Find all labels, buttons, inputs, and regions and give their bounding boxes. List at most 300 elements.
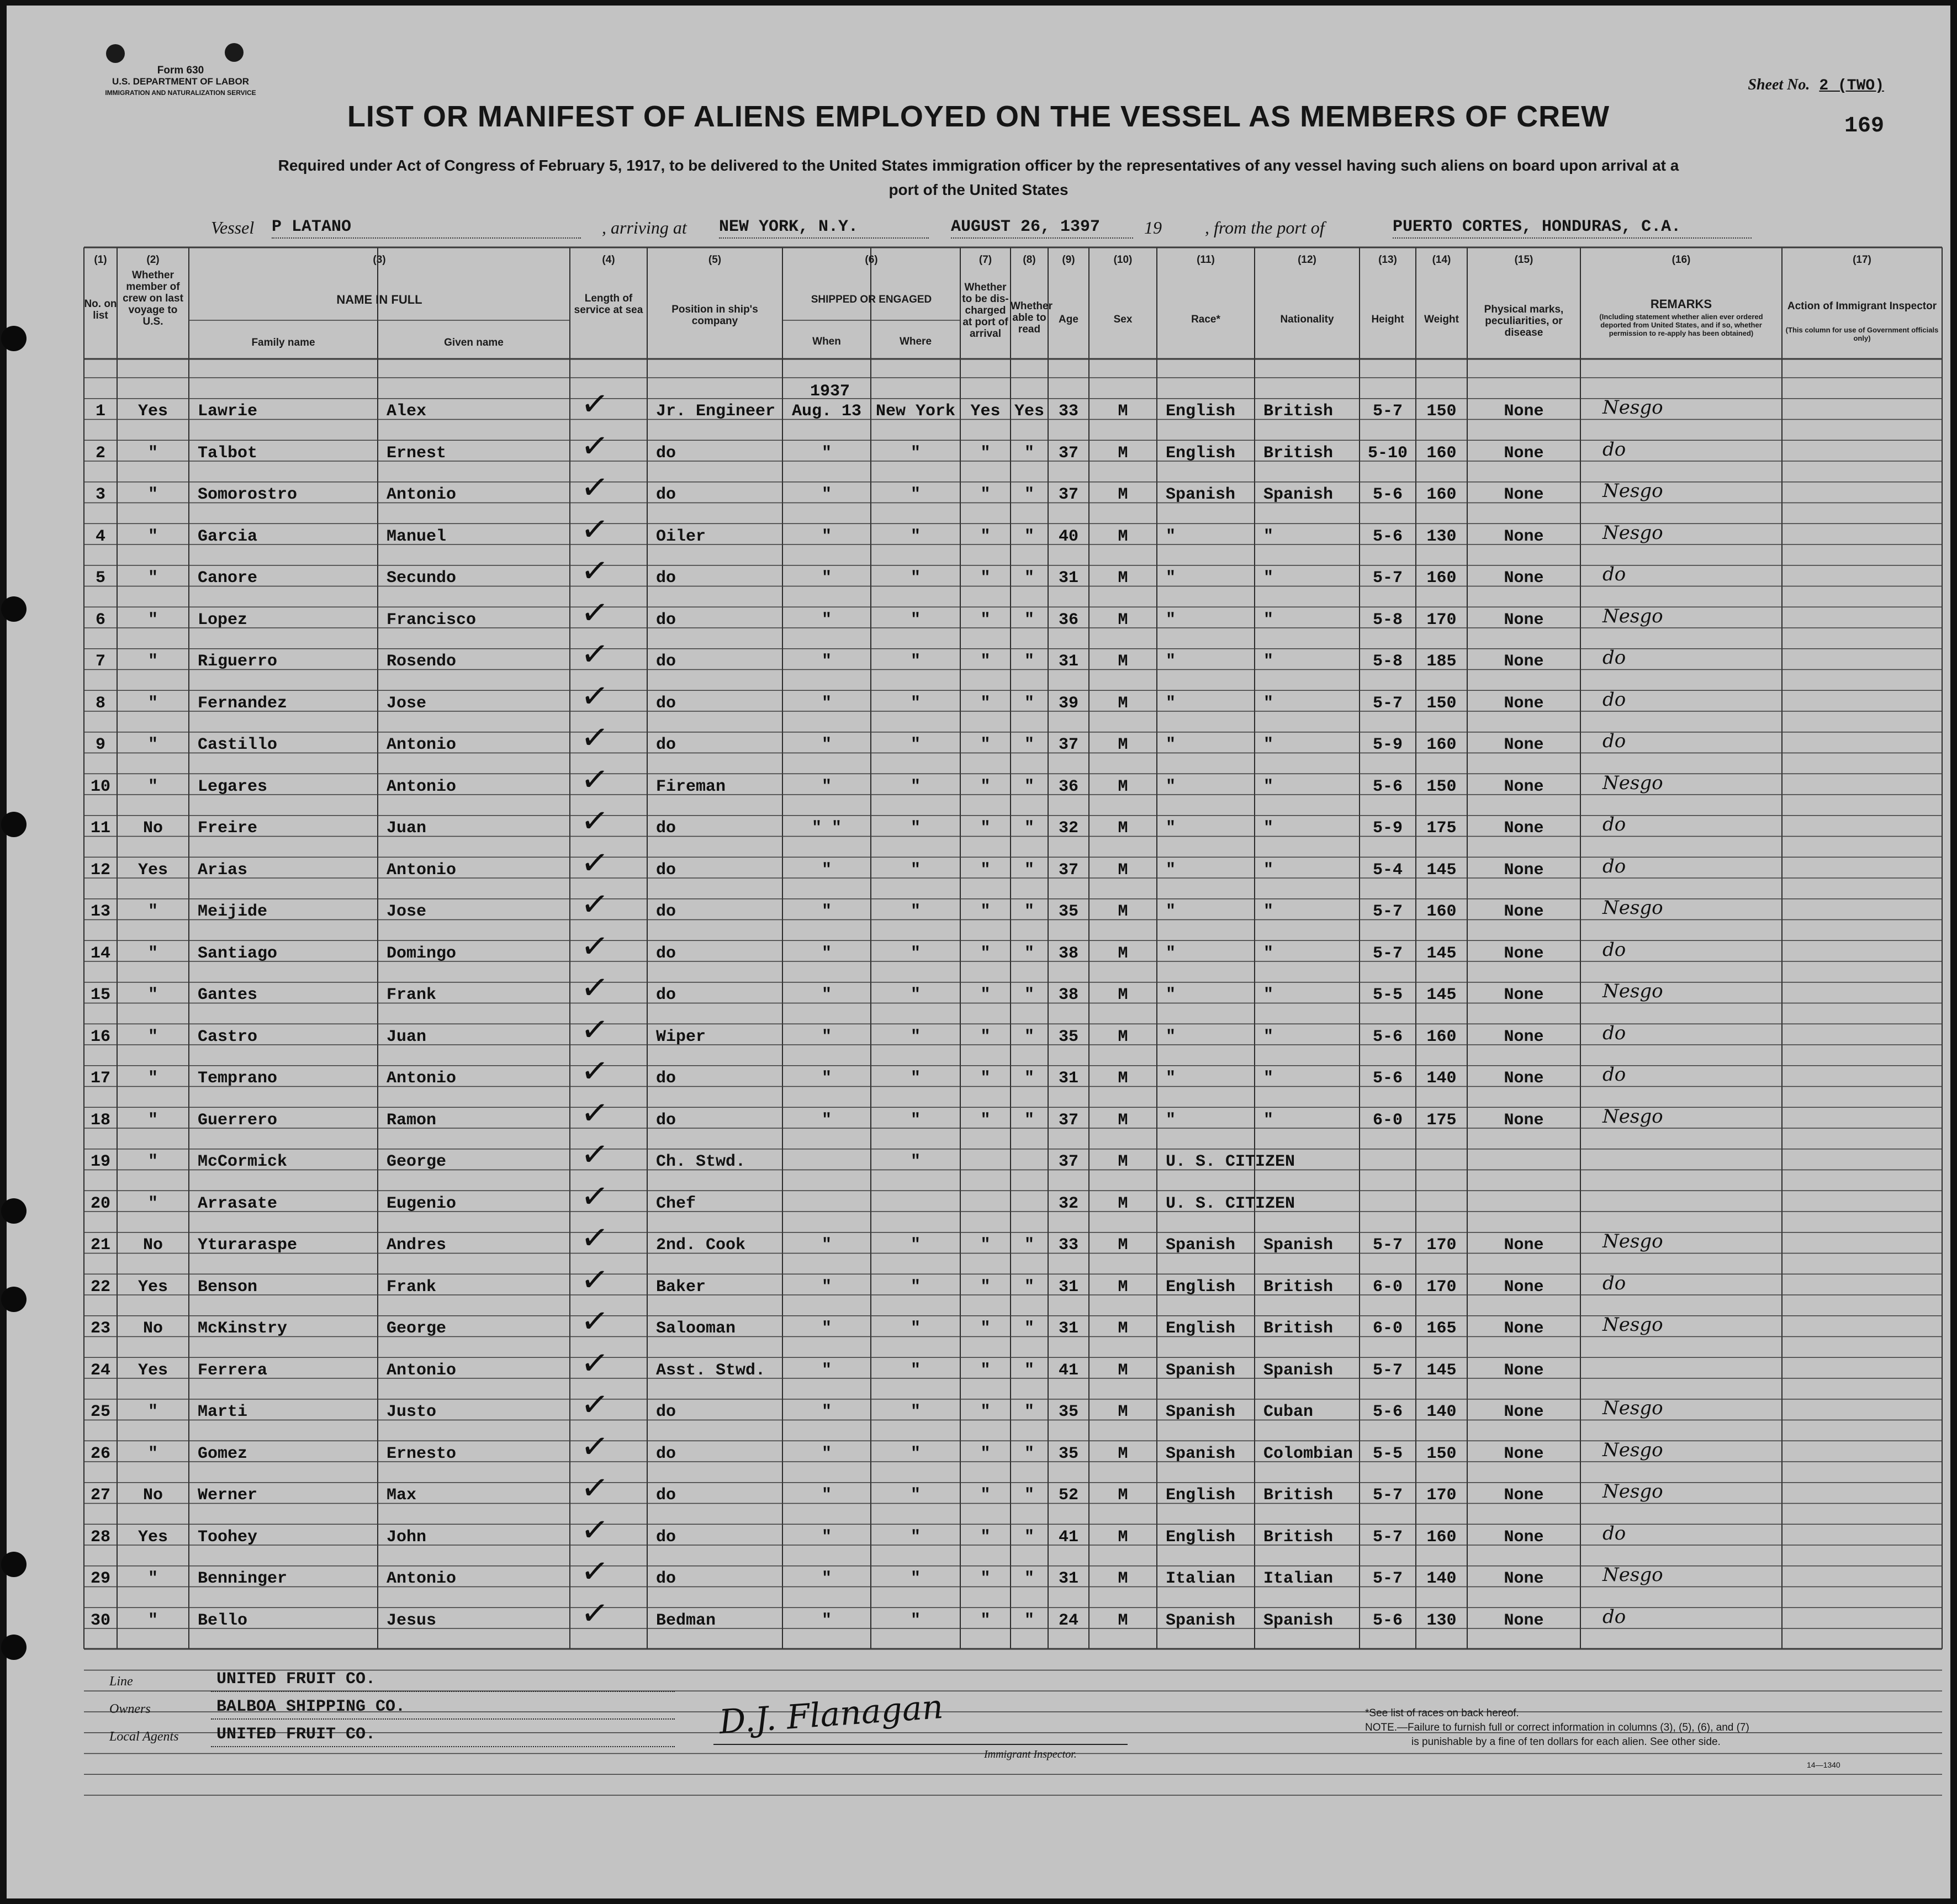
remark-handwritten: do: [1602, 438, 1626, 461]
position-value: do: [656, 1486, 676, 1505]
discharged-value: ": [980, 610, 991, 630]
header-shipped-engaged: SHIPPED OR ENGAGED: [811, 294, 932, 305]
row-number: 19: [90, 1152, 110, 1171]
able-read-value: ": [1024, 1110, 1034, 1130]
discharged-value: ": [980, 1319, 991, 1338]
row-number: 25: [90, 1403, 110, 1421]
shipped-when: ": [821, 610, 832, 630]
shipped-when: ": [821, 1611, 832, 1630]
remark-handwritten: do: [1602, 730, 1626, 752]
height-value: 5-8: [1372, 652, 1403, 671]
check-mark-icon: ✓: [579, 800, 611, 842]
sex-value: M: [1118, 1194, 1128, 1213]
weight-value: 175: [1426, 1110, 1457, 1130]
discharged-value: ": [980, 652, 991, 671]
sex-value: M: [1118, 569, 1128, 588]
check-mark-icon: ✓: [579, 1509, 611, 1551]
column-number: (4): [602, 254, 615, 266]
given-name: Antonio: [387, 485, 457, 504]
weight-value: 160: [1426, 569, 1457, 588]
able-read-value: ": [1024, 944, 1034, 963]
page-subtitle: [106, 154, 1851, 202]
able-read-value: ": [1024, 1403, 1034, 1421]
given-name: Jose: [387, 902, 427, 921]
sex-value: M: [1118, 902, 1128, 921]
print-code: 14—1340: [1807, 1760, 1840, 1769]
check-mark-icon: ✓: [579, 592, 611, 633]
position-value: do: [656, 443, 676, 463]
position-value: do: [656, 736, 676, 754]
physical-marks-value: None: [1504, 1527, 1544, 1547]
discharged-value: ": [980, 1611, 991, 1630]
check-mark-icon: ✓: [579, 1134, 611, 1176]
nationality-value: ": [1263, 986, 1274, 1004]
family-name: Lawrie: [198, 402, 258, 421]
check-mark-icon: ✓: [579, 1467, 611, 1509]
remark-handwritten: Nesgo: [1602, 1438, 1663, 1461]
shipped-where: ": [910, 1152, 921, 1171]
remark-handwritten: Nesgo: [1602, 980, 1663, 1002]
nationality-value: Spanish: [1263, 1236, 1334, 1255]
nationality-value: British: [1263, 1319, 1334, 1338]
check-mark-icon: ✓: [579, 509, 611, 550]
nationality-value: Spanish: [1263, 485, 1334, 504]
age-value: 37: [1058, 443, 1078, 463]
remark-handwritten: Nesgo: [1602, 897, 1663, 919]
whether-member-value: ": [147, 485, 158, 504]
family-name: Guerrero: [198, 1110, 278, 1130]
race-value: ": [1166, 610, 1176, 630]
position-value: do: [656, 819, 676, 838]
page-title: LIST OR MANIFEST OF ALIENS EMPLOYED ON THE VESSEL AS MEMBERS OF CREW: [347, 100, 1610, 133]
family-name: Temprano: [198, 1069, 278, 1088]
given-name: Frank: [387, 986, 437, 1004]
able-read-value: ": [1024, 443, 1034, 463]
header-whether-member: Whether member of crew on last voyage to U.S.: [123, 269, 183, 327]
family-name: Benson: [198, 1277, 258, 1297]
position-value: do: [656, 944, 676, 963]
shipped-when: Aug. 13: [791, 402, 862, 421]
able-read-value: ": [1024, 736, 1034, 754]
position-value: Ch. Stwd.: [656, 1152, 746, 1171]
physical-marks-value: None: [1504, 652, 1544, 671]
column-number: (9): [1062, 254, 1075, 266]
header-given-name: Given name: [444, 337, 504, 348]
sex-value: M: [1118, 819, 1128, 838]
race-value: ": [1166, 944, 1176, 963]
discharged-value: ": [980, 902, 991, 921]
age-value: 52: [1058, 1486, 1078, 1505]
age-value: 35: [1058, 1027, 1078, 1046]
whether-member-value: ": [147, 777, 158, 796]
height-value: 5-9: [1372, 819, 1403, 838]
physical-marks-value: None: [1504, 944, 1544, 963]
weight-value: 160: [1426, 902, 1457, 921]
shipped-when: ": [821, 1069, 832, 1088]
family-name: Gomez: [198, 1444, 248, 1463]
height-value: 6-0: [1372, 1277, 1403, 1297]
given-name: Alex: [387, 402, 427, 421]
weight-value: 145: [1426, 986, 1457, 1004]
position-value: do: [656, 902, 676, 921]
family-name: Riguerro: [198, 652, 278, 671]
remark-handwritten: Nesgo: [1602, 1314, 1663, 1336]
position-value: Baker: [656, 1277, 706, 1297]
given-name: Ramon: [387, 1110, 437, 1130]
weight-value: 160: [1426, 1527, 1457, 1547]
owners-underline: [211, 1718, 675, 1720]
given-name: John: [387, 1527, 427, 1547]
check-mark-icon: ✓: [579, 1384, 611, 1426]
shipped-when: ": [821, 652, 832, 671]
remark-handwritten: Nesgo: [1602, 1397, 1663, 1419]
physical-marks-value: None: [1504, 819, 1544, 838]
header-discharged: Whether to be dis- charged at port of arrival: [962, 282, 1009, 340]
whether-member-value: ": [147, 1444, 158, 1463]
race-value: ": [1166, 569, 1176, 588]
row-number: 21: [90, 1236, 110, 1255]
able-read-value: ": [1024, 610, 1034, 630]
arrival-date: AUGUST 26, 1397: [951, 218, 1133, 239]
vessel-line: [211, 218, 1757, 246]
height-value: 5-7: [1372, 1527, 1403, 1547]
able-read-value: Yes: [1014, 402, 1044, 421]
column-number: (17): [1853, 254, 1871, 266]
discharged-value: ": [980, 569, 991, 588]
binder-hole: [1, 1198, 27, 1224]
column-number: (13): [1378, 254, 1397, 266]
inspector-signature: D.J. Flanagan: [718, 1687, 945, 1742]
shipped-where: ": [910, 443, 921, 463]
age-value: 40: [1058, 527, 1078, 546]
sex-value: M: [1118, 443, 1128, 463]
position-value: Jr. Engineer: [656, 402, 776, 421]
row-number: 4: [95, 527, 105, 546]
age-value: 39: [1058, 694, 1078, 713]
family-name: Santiago: [198, 944, 278, 963]
row-number: 18: [90, 1110, 110, 1130]
age-value: 37: [1058, 1152, 1078, 1171]
shipped-where: ": [910, 694, 921, 713]
column-number: (14): [1432, 254, 1451, 266]
age-value: 31: [1058, 1319, 1078, 1338]
weight-value: 145: [1426, 944, 1457, 963]
able-read-value: ": [1024, 1527, 1034, 1547]
shipped-when: ": [821, 1444, 832, 1463]
family-name: Garcia: [198, 527, 258, 546]
nationality-value: Spanish: [1263, 1361, 1334, 1380]
binder-hole: [1, 596, 27, 622]
remark-handwritten: do: [1602, 1064, 1626, 1086]
race-value: Spanish: [1166, 1611, 1236, 1630]
row-number: 1: [95, 402, 105, 421]
check-mark-icon: ✓: [579, 759, 611, 800]
whether-member-value: ": [147, 1152, 158, 1171]
position-value: do: [656, 652, 676, 671]
physical-marks-value: None: [1504, 1110, 1544, 1130]
shipped-where: ": [910, 1486, 921, 1505]
binder-hole: [1, 1287, 27, 1312]
discharged-value: ": [980, 1486, 991, 1505]
physical-marks-value: None: [1504, 1611, 1544, 1630]
shipped-when: ": [821, 1527, 832, 1547]
nationality-value: Colombian: [1263, 1444, 1353, 1463]
shipped-where: ": [910, 610, 921, 630]
race-value: ": [1166, 694, 1176, 713]
arriving-label: , arriving at: [602, 218, 687, 237]
height-value: 5-7: [1372, 694, 1403, 713]
shipped-when: ": [821, 736, 832, 754]
shipped-where: ": [910, 1444, 921, 1463]
weight-value: 170: [1426, 1486, 1457, 1505]
able-read-value: ": [1024, 569, 1034, 588]
shipped-where: ": [910, 527, 921, 546]
shipped-when: ": [821, 569, 832, 588]
race-value: English: [1166, 1277, 1236, 1297]
discharged-value: ": [980, 1027, 991, 1046]
weight-value: 150: [1426, 777, 1457, 796]
position-value: do: [656, 569, 676, 588]
agents-value: UNITED FRUIT CO.: [216, 1725, 376, 1744]
age-value: 37: [1058, 485, 1078, 504]
nationality-value: ": [1263, 652, 1274, 671]
sex-value: M: [1118, 1319, 1128, 1338]
remark-handwritten: do: [1602, 1605, 1626, 1628]
physical-marks-value: None: [1504, 1069, 1544, 1088]
given-name: Frank: [387, 1277, 437, 1297]
year-label: 19: [1144, 218, 1162, 237]
weight-value: 145: [1426, 860, 1457, 880]
given-name: Jesus: [387, 1611, 437, 1630]
page-number: 169: [1844, 114, 1884, 139]
column-number: (10): [1113, 254, 1133, 266]
age-value: 36: [1058, 610, 1078, 630]
manifest-sheet: [7, 6, 1950, 1898]
able-read-value: ": [1024, 1236, 1034, 1255]
subtitle-line-1: Required under Act of Congress of February 5, 1917, to be delivered to the United States immigration officer by the representatives of any vessel having such aliens on board upon arrival at a: [278, 157, 1679, 174]
sex-value: M: [1118, 610, 1128, 630]
check-mark-icon: ✓: [579, 1342, 611, 1384]
nationality-value: British: [1263, 1277, 1334, 1297]
shipped-where: ": [910, 1027, 921, 1046]
race-value: English: [1166, 1486, 1236, 1505]
shipped-where: ": [910, 1611, 921, 1630]
family-name: Yturaraspe: [198, 1236, 298, 1255]
whether-member-value: ": [147, 986, 158, 1004]
height-value: 5-6: [1372, 777, 1403, 796]
shipped-when: ": [821, 860, 832, 880]
race-value: ": [1166, 777, 1176, 796]
check-mark-icon: ✓: [579, 383, 611, 425]
race-value: ": [1166, 1110, 1176, 1130]
position-value: do: [656, 986, 676, 1004]
from-port-label: , from the port of: [1205, 218, 1325, 237]
line-label: Line: [109, 1674, 133, 1689]
remark-handwritten: Nesgo: [1602, 771, 1663, 794]
race-value: English: [1166, 1319, 1236, 1338]
age-value: 31: [1058, 1277, 1078, 1297]
physical-marks-value: None: [1504, 1403, 1544, 1421]
shipped-when: ": [821, 1110, 832, 1130]
able-read-value: ": [1024, 1611, 1034, 1630]
weight-value: 130: [1426, 527, 1457, 546]
nationality-value: ": [1263, 944, 1274, 963]
discharged-value: ": [980, 694, 991, 713]
weight-value: 150: [1426, 694, 1457, 713]
sex-value: M: [1118, 1611, 1128, 1630]
able-read-value: ": [1024, 902, 1034, 921]
row-number: 6: [95, 610, 105, 630]
shipped-when: ": [821, 443, 832, 463]
check-mark-icon: ✓: [579, 925, 611, 967]
shipped-when: ": [821, 1361, 832, 1380]
race-value: Spanish: [1166, 1444, 1236, 1463]
given-name: Rosendo: [387, 652, 457, 671]
physical-marks-value: None: [1504, 1361, 1544, 1380]
check-mark-icon: ✓: [579, 1593, 611, 1634]
row-number: 26: [90, 1444, 110, 1463]
sex-value: M: [1118, 1069, 1128, 1088]
shipped-where: ": [910, 1110, 921, 1130]
check-mark-icon: ✓: [579, 425, 611, 467]
sex-value: M: [1118, 1569, 1128, 1588]
header-position: Position in ship's company: [671, 304, 758, 327]
given-name: Antonio: [387, 1069, 457, 1088]
shipped-when: ": [821, 902, 832, 921]
given-name: Ernesto: [387, 1444, 457, 1463]
position-value: do: [656, 1403, 676, 1421]
height-value: 5-7: [1372, 1236, 1403, 1255]
remark-handwritten: do: [1602, 647, 1626, 669]
check-mark-icon: ✓: [579, 1176, 611, 1217]
shipped-when: ": [821, 1569, 832, 1588]
row-number: 15: [90, 986, 110, 1004]
position-value: do: [656, 610, 676, 630]
able-read-value: ": [1024, 1277, 1034, 1297]
age-value: 37: [1058, 860, 1078, 880]
position-value: 2nd. Cook: [656, 1236, 746, 1255]
weight-value: 170: [1426, 1236, 1457, 1255]
header-age: Age: [1059, 314, 1078, 325]
physical-marks-value: None: [1504, 694, 1544, 713]
age-value: 35: [1058, 1403, 1078, 1421]
row-number: 11: [90, 819, 110, 838]
shipped-where: ": [910, 1236, 921, 1255]
given-name: Eugenio: [387, 1194, 457, 1213]
weight-value: 150: [1426, 1444, 1457, 1463]
from-port: PUERTO CORTES, HONDURAS, C.A.: [1393, 218, 1752, 239]
shipped-where: ": [910, 777, 921, 796]
height-value: 5-7: [1372, 1361, 1403, 1380]
row-number: 2: [95, 443, 105, 463]
family-name: Canore: [198, 569, 258, 588]
position-value: do: [656, 1444, 676, 1463]
sex-value: M: [1118, 694, 1128, 713]
race-value: ": [1166, 819, 1176, 838]
age-value: 32: [1058, 1194, 1078, 1213]
given-name: George: [387, 1319, 447, 1338]
race-value: ": [1166, 902, 1176, 921]
vessel-label: Vessel: [211, 218, 255, 237]
whether-member-value: Yes: [137, 860, 168, 880]
header-weight: Weight: [1424, 314, 1459, 325]
height-value: 5-6: [1372, 1069, 1403, 1088]
check-mark-icon: ✓: [579, 1426, 611, 1467]
position-value: Oiler: [656, 527, 706, 546]
family-name: McCormick: [198, 1152, 288, 1171]
check-mark-icon: ✓: [579, 675, 611, 717]
height-value: 5-6: [1372, 1611, 1403, 1630]
nationality-value: Cuban: [1263, 1403, 1314, 1421]
height-value: 5-8: [1372, 610, 1403, 630]
height-value: 5-7: [1372, 944, 1403, 963]
position-value: do: [656, 694, 676, 713]
shipped-when: ": [821, 527, 832, 546]
remark-handwritten: Nesgo: [1602, 396, 1663, 419]
height-value: 5-7: [1372, 1486, 1403, 1505]
row-number: 24: [90, 1361, 110, 1380]
race-value: English: [1166, 402, 1236, 421]
physical-marks-value: None: [1504, 777, 1544, 796]
punch-seal-icon: [225, 43, 244, 62]
shipped-when: ": [821, 1319, 832, 1338]
race-value: Spanish: [1166, 485, 1236, 504]
check-mark-icon: ✓: [579, 884, 611, 925]
check-mark-icon: ✓: [579, 717, 611, 759]
age-value: 37: [1058, 1110, 1078, 1130]
age-value: 37: [1058, 736, 1078, 754]
discharged-value: ": [980, 986, 991, 1004]
shipped-when: ": [821, 1403, 832, 1421]
sheet-no-value: 2 (TWO): [1819, 77, 1884, 94]
header-action: Action of Immigrant Inspector: [1787, 300, 1937, 312]
discharged-value: ": [980, 1361, 991, 1380]
whether-member-value: ": [147, 527, 158, 546]
check-mark-icon: ✓: [579, 842, 611, 884]
row-number: 8: [95, 694, 105, 713]
race-value: Spanish: [1166, 1361, 1236, 1380]
remark-handwritten: Nesgo: [1602, 480, 1663, 502]
check-mark-icon: ✓: [579, 467, 611, 509]
age-value: 33: [1058, 1236, 1078, 1255]
line-underline: [211, 1691, 675, 1692]
position-value: do: [656, 1110, 676, 1130]
whether-member-value: ": [147, 1027, 158, 1046]
race-value: Spanish: [1166, 1236, 1236, 1255]
whether-member-value: ": [147, 1069, 158, 1088]
penalty-note-2: is punishable by a fine of ten dollars for each alien. See other side.: [1411, 1736, 1721, 1748]
discharged-value: ": [980, 1277, 991, 1297]
row-number: 14: [90, 944, 110, 963]
given-name: Antonio: [387, 860, 457, 880]
header-physical-marks: Physical marks, peculiarities, or disease: [1484, 304, 1564, 339]
position-value: Chef: [656, 1194, 696, 1213]
race-value: ": [1166, 1069, 1176, 1088]
given-name: George: [387, 1152, 447, 1171]
physical-marks-value: None: [1504, 610, 1544, 630]
whether-member-value: Yes: [137, 1361, 168, 1380]
row-number: 30: [90, 1611, 110, 1630]
row-number: 20: [90, 1194, 110, 1213]
weight-value: 170: [1426, 610, 1457, 630]
sex-value: M: [1118, 1152, 1128, 1171]
nationality-value: ": [1263, 819, 1274, 838]
sex-value: M: [1118, 1527, 1128, 1547]
weight-value: 130: [1426, 1611, 1457, 1630]
discharged-value: ": [980, 1110, 991, 1130]
sex-value: M: [1118, 485, 1128, 504]
race-value: Italian: [1166, 1569, 1236, 1588]
